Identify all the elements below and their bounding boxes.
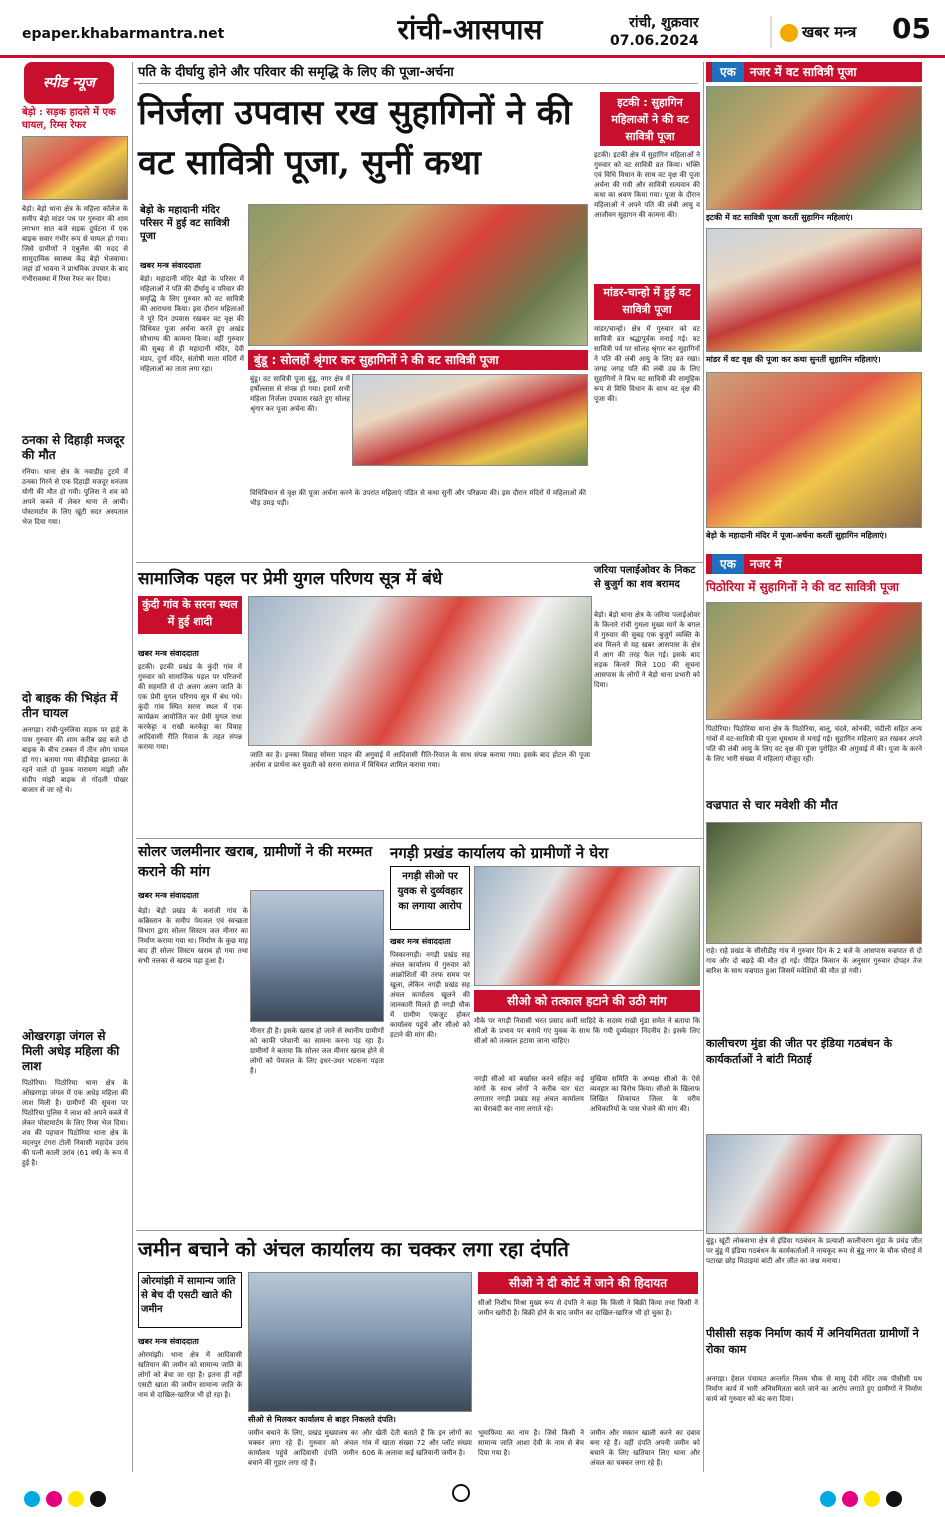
date: 07.06.2024 xyxy=(610,33,699,49)
right-divider xyxy=(703,62,704,1472)
pcc-body: अनगड़ा। हेसल पंचायत अन्तर्गत निलम चौक से मासू देवी मंदिर तक पीसीसी पथ निर्माण कार्य में भारी अनियमितता बरते जाने का आरोप लगाते हुए ग्रामीणों ने निर्माण कार्य को गुरुवार को बंद करा दिया। xyxy=(706,1375,922,1403)
lightning-body: राहे। राहे प्रखंड के सीसीडीह गांव में गुरुवार दिन के 2 बजे के आसपास वज्रपात से दो गाय और दो बछड़े की मौत हो गई। पीड़ित किसान के अनुसार गुरुवार दोपहर तेज बारिश के साथ वज्रपात हुआ जिसमें मवेशियों की मौत हो गयी। xyxy=(706,947,922,975)
solar-byline: खबर मन्त्र संवाददाता xyxy=(138,891,199,900)
demand-headline: सीओ को तत्काल हटाने की उठी मांग xyxy=(474,990,700,1012)
jariya-body: बेड़ो। बेड़ो थाना क्षेत्र के जरिया पलाईओवर के किनारे रांची गुमला मुख्य मार्ग के बगल में गुरुवार की सुबह एक बुजुर्ग व्यक्ति के शव मिलने से यह खबर आसपास के क्षेत्र में आग की तरह फैल गई। इसके बाद सड़क किनारे मिले 100 की सूचना आसपास के लोगों ने बेड़ो थाना प्रभारी को दिया। xyxy=(594,611,700,689)
itki-caption: इटकी में वट सावित्री पूजा करतीं सुहागिन महिलाएं। xyxy=(706,213,853,222)
lightning-headline: वज्रपात से चार मवेशी की मौत xyxy=(706,798,838,812)
nagri-subhead: नगड़ी सीओ पर युवक से दुर्व्यवहार का लगाया आरोप xyxy=(390,866,470,930)
footer-dots-right xyxy=(820,1491,908,1507)
top-strap: पति के दीर्घायु होने और परिवार की समृद्धि के लिए की पूजा-अर्चना xyxy=(138,62,698,84)
bero-headline: बेड़ो के महादानी मंदिर परिसर में हुई वट सावित्री पूजा xyxy=(140,205,230,242)
brand-dot-icon xyxy=(780,24,798,42)
h-divider-3 xyxy=(136,1230,704,1231)
page-number: 05 xyxy=(892,12,931,45)
solar-body: बेड़ो। बेड़ो प्रखंड के करांजी गांव के कब्रिस्तान के समीप पेयजल एवं स्वच्छता विभाग द्वारा सोलर सिस्टम जल मीनार का निर्माण कराया गया था। निर्माण के कुछ माह बाद ही सोलर सिस्टम खराब हो गया तथा सभी नलका से खराब पड़ा हुआ है। xyxy=(138,907,248,965)
s3-body: अनगड़ा। रांची-पुरुलिया सड़क पर हाहे के पास गुरुवार की शाम करीब छह बजे दो बाइक के बीच टक्कर में तीन लोग घायल हो गए। बताया गया कीड़ीबेड़ा झालदा के रहने वाले दो युवक नारायण मांझी और संदीप मांझी बाइक से गोंदली पोखर बाजार से जा रहे थे। xyxy=(22,726,128,794)
wedding-byline: खबर मन्त्र संवाददाता xyxy=(138,649,199,658)
speed-news-logo: स्पीड न्यूज xyxy=(24,62,114,104)
bundu-body: बुंडू। वट सावित्री पूजा बुंडू, नगर क्षेत्र में हर्षोल्लास से संपन्न हो गया। इसमें सभी महिला निर्जला उपवास रखते हुए सोलह श्रृंगार कर पूजा अर्चना की। xyxy=(250,375,350,413)
s4-headline: ओखरगड़ा जंगल से मिली अधेड़ महिला की लाश xyxy=(22,1029,120,1073)
wedding-body: इटकी। इटकी प्रखंड के कुंदी गांव में गुरुवार को सामाजिक पहल पर परिजनों की सहमति से दो अलग अलग जाति के एक प्रेमी युगल परिणय सूत्र में बंध गये। कुंदी गांव स्थित सरना स्थल में एक कार्यक्रम आयोजित कर प्रेमी युगल राधा करकेट्टा व राखी करकेट्टा का विवाह आदिवासी रीति रिवाज के तहत संपन्न कराया गया। xyxy=(138,663,242,751)
office-photo xyxy=(248,1272,472,1412)
left-column xyxy=(22,106,128,1471)
land-body: ओरमांझी। थाना क्षेत्र में आदिवासी खतियान की जमीन को सामान्य जाति के लोगों को बेचा जा रहा है। इतना ही नहीं एसटी खाता की जमीन सामान्य जाति के नाम से दाखिल-खारिज भी हो रहा है। xyxy=(138,1351,242,1399)
pithoria-body: पिठोरिया। पिठोरिया थाना क्षेत्र के पिठोरिया, बालू, चंदवे, कोनकी, चंदीली सहित अन्य गांवों में वट-सावित्री की पूजा धूमधाम से मनाई गई। सुहागिन महिलाएं व्रत रखकर अपने पति की लंबी आयु के लिए वट वृक्ष की पूजा पुरोहित की अगुवाई में की। पूजा के करने के लिए भारी संख्या में महिलाएं मौजूद रहीं। xyxy=(706,725,922,763)
jariya-headline: जरिया पलाईओवर के निकट से बुजुर्ग का शव बरामद xyxy=(594,565,696,590)
lightning-photo xyxy=(706,822,922,944)
land-headline: जमीन बचाने को अंचल कार्यालय का चक्कर लगा रहा दंपति xyxy=(138,1237,569,1261)
nagri-protest-photo xyxy=(474,866,700,986)
mandar-body: मांडर/चान्हो। क्षेत्र में गुरुवार को वट सावित्री व्रत श्रद्धापूर्वक मनाई गई। वट सावित्री पर्व पर सोलह श्रृंगार कर सुहागिनों ने पति की लंबी आयु के लिए व्रत रखा। जगह जगह पति की लंबी उम्र के लिए सुहागिनों ने विभ वट सावित्री की सामूहिक रूप से विधि विधान के साथ वट वृक्ष की पूजा की। xyxy=(594,325,700,403)
bero-mandir-caption: बेड़ो के महादानी मंदिर में पूजा-अर्चना करतीं सुहागिन महिलाएं। xyxy=(706,531,887,540)
registration-mark-icon xyxy=(452,1484,470,1502)
pithoria-headline: पिठोरिया में सुहागिनों ने की वट सावित्री पूजा xyxy=(706,580,899,594)
solar-body-2: मीनार ही है। इसके खराब हो जाने से स्थानीय ग्रामीणों को काफी परेशानी का सामना करना पड़ रहा है। ग्रामीणों ने बताया कि सोलर जल मीनार खराब होने से लोगों को पेयजल के लिए इधर-उधर भटकना पड़ता है। xyxy=(250,1027,384,1075)
solar-headline: सोलर जलमीनार खराब, ग्रामीणों ने की मरम्मत कराने की मांग xyxy=(138,844,373,880)
main-headline: निर्जला उपवास रख सुहागिनों ने की वट सावित्री पूजा, सुनीं कथा xyxy=(138,93,572,183)
dateline xyxy=(610,14,699,50)
bundu-puja-photo xyxy=(352,374,588,466)
wedding-body-2: जाति का है। इनका विवाह सोमरा पाहन की अगुवाई में आदिवासी रीति-रिवाज के साथ संपन्न कराया गया। इसके बाद होटल की पूजा अर्चना व प्रार्थना कर युवती को सरना समाज में विधिवत शामिल कराया गया। xyxy=(250,751,590,769)
nagri-headline: नगड़ी प्रखंड कार्यालय को ग्रामीणों ने घेरा xyxy=(390,844,609,862)
brand-name: खबर मन्त्र xyxy=(802,23,857,41)
s2-body: रनिया। थाना क्षेत्र के नवाडीह टुटमें में ठनका गिरने से एक दिहाड़ी मजदूर धनंजय योगी की मौत हो गयी। पुलिस ने शव को अपने कब्जे में लेकर थाना ले आयी। पोस्टमार्टम के लिए खूंटी सदर अस्पताल भेज दिया गया। xyxy=(22,468,128,526)
mandar-caption: मांडर में वट वृक्ष की पूजा कर कथा सुनतीं सुहागिन महिलाएं। xyxy=(706,355,881,364)
mandar-puja-photo xyxy=(706,228,922,352)
s1-body: बेड़ो। बेड़ो थाना क्षेत्र के महिला कॉलेज के समीप बेड़ो मांडर पथ पर गुरुवार की शाम लगभग सात बजे सड़क दुर्घटना में एक बाइक सवार गंभीर रूप से घायल हो गया। जिसे ग्रामीणों ने एंबुलेंस की मदद से सामुदायिक स्वास्थ्य केंद्र बेड़ो भेजवाया। जहां डॉ भावना ने प्राथमिक उपचार के बाद गंभीरावस्था में रिम्स रेफर कर दिया। xyxy=(22,205,128,283)
wedding-photo xyxy=(248,596,592,746)
bero-puja-photo xyxy=(248,204,588,346)
bero-body: बेड़ो। महादानी मंदिर बेड़ो के परिसर में महिलाओं ने पति की दीर्घायु व परिवार की समृद्धि के लिए गुरुवार को वट सावित्री की आराधना किया। इस दौरान महिलाओं ने पूरे दिन उपवास रखकर वट वृक्ष की विधिवत पूजा अर्चना करते हुए अखंड सौभाग्य की कामना किया। वहीं गुरुवार की सुबह से ही महादानी मंदिर, देवी मंडप, दुर्गा मंदिर, संतोषी माता मंदिरों में महिलाओं का ताता लगा रहा। xyxy=(140,275,244,373)
section-title: रांची-आसपास xyxy=(397,13,543,46)
h-divider-2 xyxy=(136,838,704,839)
court-headline: सीओ ने दी कोर्ट में जाने की हिदायत xyxy=(478,1272,698,1294)
masthead xyxy=(0,0,945,58)
pcc-headline: पीसीसी सड़क निर्माण कार्य में अनियमितता ग्रामीणों ने रोका काम xyxy=(706,1327,919,1356)
site-url[interactable]: epaper.khabarmantra.net xyxy=(22,26,225,42)
land-byline: खबर मन्त्र संवाददाता xyxy=(138,1337,199,1346)
s4-body: पिठोरिया। पिठोरिया थाना क्षेत्र के ओखरगड़ा जंगल में एक अधेड़ महिला की लाश मिली है। ग्रामीणों की सूचना पर पिठोरिया पुलिस ने लाश को अपने कब्जे में लेकर पोस्टमार्टम के लिए रिम्स भेज दिया। शव की पहचान पिठोरिया थाना क्षेत्र के मदनपुर टंगरा टोली निवासी महादेव उरांव की पत्नी काली उरांव (61 वर्ष) के रूप में हुई है। xyxy=(22,1079,128,1167)
celebration-photo xyxy=(706,1134,922,1234)
bero-mandir-photo xyxy=(706,372,922,528)
nagri-body-2: नगड़ी सीओ को बर्खास्त करने सहित कई मांगों के साथ लोगों ने करीब चार घंटा लगातार नगड़ी प्रखंड सह अंचल कार्यालय का घेराबंदी कर नारा लगाते रहे। xyxy=(474,1075,584,1113)
mandar-headline: मांडर-चान्हो में हुई वट सावित्री पूजा xyxy=(594,284,700,320)
land-body-5: जमीन और मकान खाली करने का दबाव बना रहे हैं। वहीं दंपति अपनी जमीन को बचाने के लिए खतियान लिए थाना और अंचल का चक्कर लगा रहे हैं। xyxy=(590,1429,700,1467)
brand-logo xyxy=(770,16,892,48)
kalicharan-headline: कालीचरण मुंडा की जीत पर इंडिया गठबंधन के कार्यकर्ताओं ने बांटी मिठाई xyxy=(706,1037,893,1066)
land-body-3: और खेती देती बताते हैं कि इन लोगों का गांव में खाता संख्या 72 और प्लॉट संख्या 606 के अलावा कई खतियानी जमीन है। xyxy=(362,1429,472,1457)
itki-body: इटकी। इटकी क्षेत्र में सुहागिन महिलाओं ने गुरुवार को वट सावित्री व्रत किया। भक्ति एवं विधि विधान के साथ वट वृक्ष की पूजा अर्चना की गयी और सावित्री सत्यवान की कथा का श्रवण किया गया। पूजा के दौरान महिलाओं ने अपने पति की लंबी आयु व आजीवन सुहागन की कामना की। xyxy=(594,151,700,219)
wedding-headline: सामाजिक पहल पर प्रेमी युगल परिणय सूत्र में बंधे xyxy=(138,569,443,589)
city-day: रांची, शुक्रवार xyxy=(629,15,699,31)
s2-headline: ठनका से दिहाड़ी मजदूर की मौत xyxy=(22,433,125,462)
kalicharan-body: बुंडू। खूंटी लोकसभा क्षेत्र से इंडिया गठबंधन के प्रत्याशी कालीचरण मुंडा के प्रचंड जीत पर बुंडू में इंडिया गठबंधन के कार्यकर्ताओं ने नाचकूद रूप से बुंडू नगर के चौक चौराहे में पटाखा छोड़ मिठाइयां बांटी और जीत का जश्न मनाया। xyxy=(706,1237,922,1265)
land-body-2: जमीन बचाने के लिए, प्रखंड मुख्यालय का चक्कर लगा रहे हैं। गुरुवार को अंचल कार्यालय पहुंचे आदिवासी दंपति जमीन बचाने की गुहार लगा रहे हैं। xyxy=(248,1429,358,1467)
demand-body: मौके पर नगड़ी निवासी भरत प्रसाद कर्मी साहिदे के सदस्य राखी मुंडा समेत ने बताया कि सीओ के प्रभाव पर बनाये गए युवक के साथ कि गयी दुर्व्यवहार निंदनीय है। इसके लिए सीओ को तत्काल हटाया जाना चाहिए। xyxy=(474,1017,700,1045)
itki-headline: इटकी : सुहागिन महिलाओं ने की वट सावित्री पूजा xyxy=(600,92,700,146)
court-body: सीओ निशीथ मिश्रा मुख्य रूप से दंपति ने कहा कि किसी ने बिक्री किया तथा किसी ने जमीन खरीदी है। बिक्री होने के बाद जमीन का दाखिल-खारिज भी हो चुका है। xyxy=(478,1299,698,1317)
ek-label: एक xyxy=(712,62,744,82)
bundu-body-2: विधिविधान से वृक्ष की पूजा अर्चना करने के उपरांत महिलाएं पंडित से कथा सुनीं और परिक्रमा की। इस दौरान मंदिरों में महिलाओं की भीड़ उमड़ पड़ी। xyxy=(250,489,586,507)
wedding-subhead: कुंदी गांव के सरना स्थल में हुई शादी xyxy=(138,596,242,634)
bero-byline: खबर मन्त्र संवाददाता xyxy=(140,261,201,270)
land-caption: सीओ से मिलकर कार्यालय से बाहर निकलते दंपति। xyxy=(248,1415,396,1424)
left-divider xyxy=(132,62,133,1472)
land-subhead: ओरमांझी में सामान्य जाति से बेच दी एसटी खाते की जमीन xyxy=(138,1272,242,1328)
s3-headline: दो बाइक की भिड़ंत में तीन घायल xyxy=(22,691,118,720)
bundu-strip: बुंडू : सोलहों श्रृंगार कर सुहागिनों ने की वट सावित्री पूजा xyxy=(248,350,588,370)
najar-mid-tag: एक नजर में xyxy=(706,554,922,574)
itki-puja-photo xyxy=(706,86,922,210)
nagri-body: पिस्कानगड़ी। नगड़ी प्रखंड सह अंचल कार्यालय में गुरुवार को आक्रोशितों की तरफ समय पर खुला, लेकिन नगड़ी प्रखंड सह अंचल कार्यालय खुलने की जानकारी मिलते ही नगड़ी चौक में ग्रामीण एकजुट होकर कार्यालय पहुंचे और सीओ को हटाने की मांग की। xyxy=(390,951,470,1039)
h-divider-1 xyxy=(136,562,704,563)
nagri-body-3: मुखिया समिति के अध्यक्ष सीओ के ऐसे व्यवहार का विरोध किया। सीओ के खिलाफ लिखित शिकायत जिला के वरीय अधिकारियों के पास भेजने की मांग की। xyxy=(590,1075,700,1113)
pithoria-photo xyxy=(706,602,922,720)
footer-dots-left xyxy=(24,1491,112,1507)
solar-tower-photo xyxy=(250,890,384,1022)
accident-photo xyxy=(22,136,128,200)
s1-headline: बेड़ो : सड़क हादसे में एक घायल, रिम्स रेफर xyxy=(22,107,116,131)
najar-top-tag: एक नजर में वट सावित्री पूजा xyxy=(706,62,922,82)
ek-label-2: एक xyxy=(712,554,744,574)
land-body-4: भूमाफिया का नाम है। जिसे किसी ने सामान्य जाति आशा देवी के नाम से बेच दिया गया है। xyxy=(478,1429,584,1457)
nagri-byline: खबर मन्त्र संवाददाता xyxy=(390,937,451,946)
